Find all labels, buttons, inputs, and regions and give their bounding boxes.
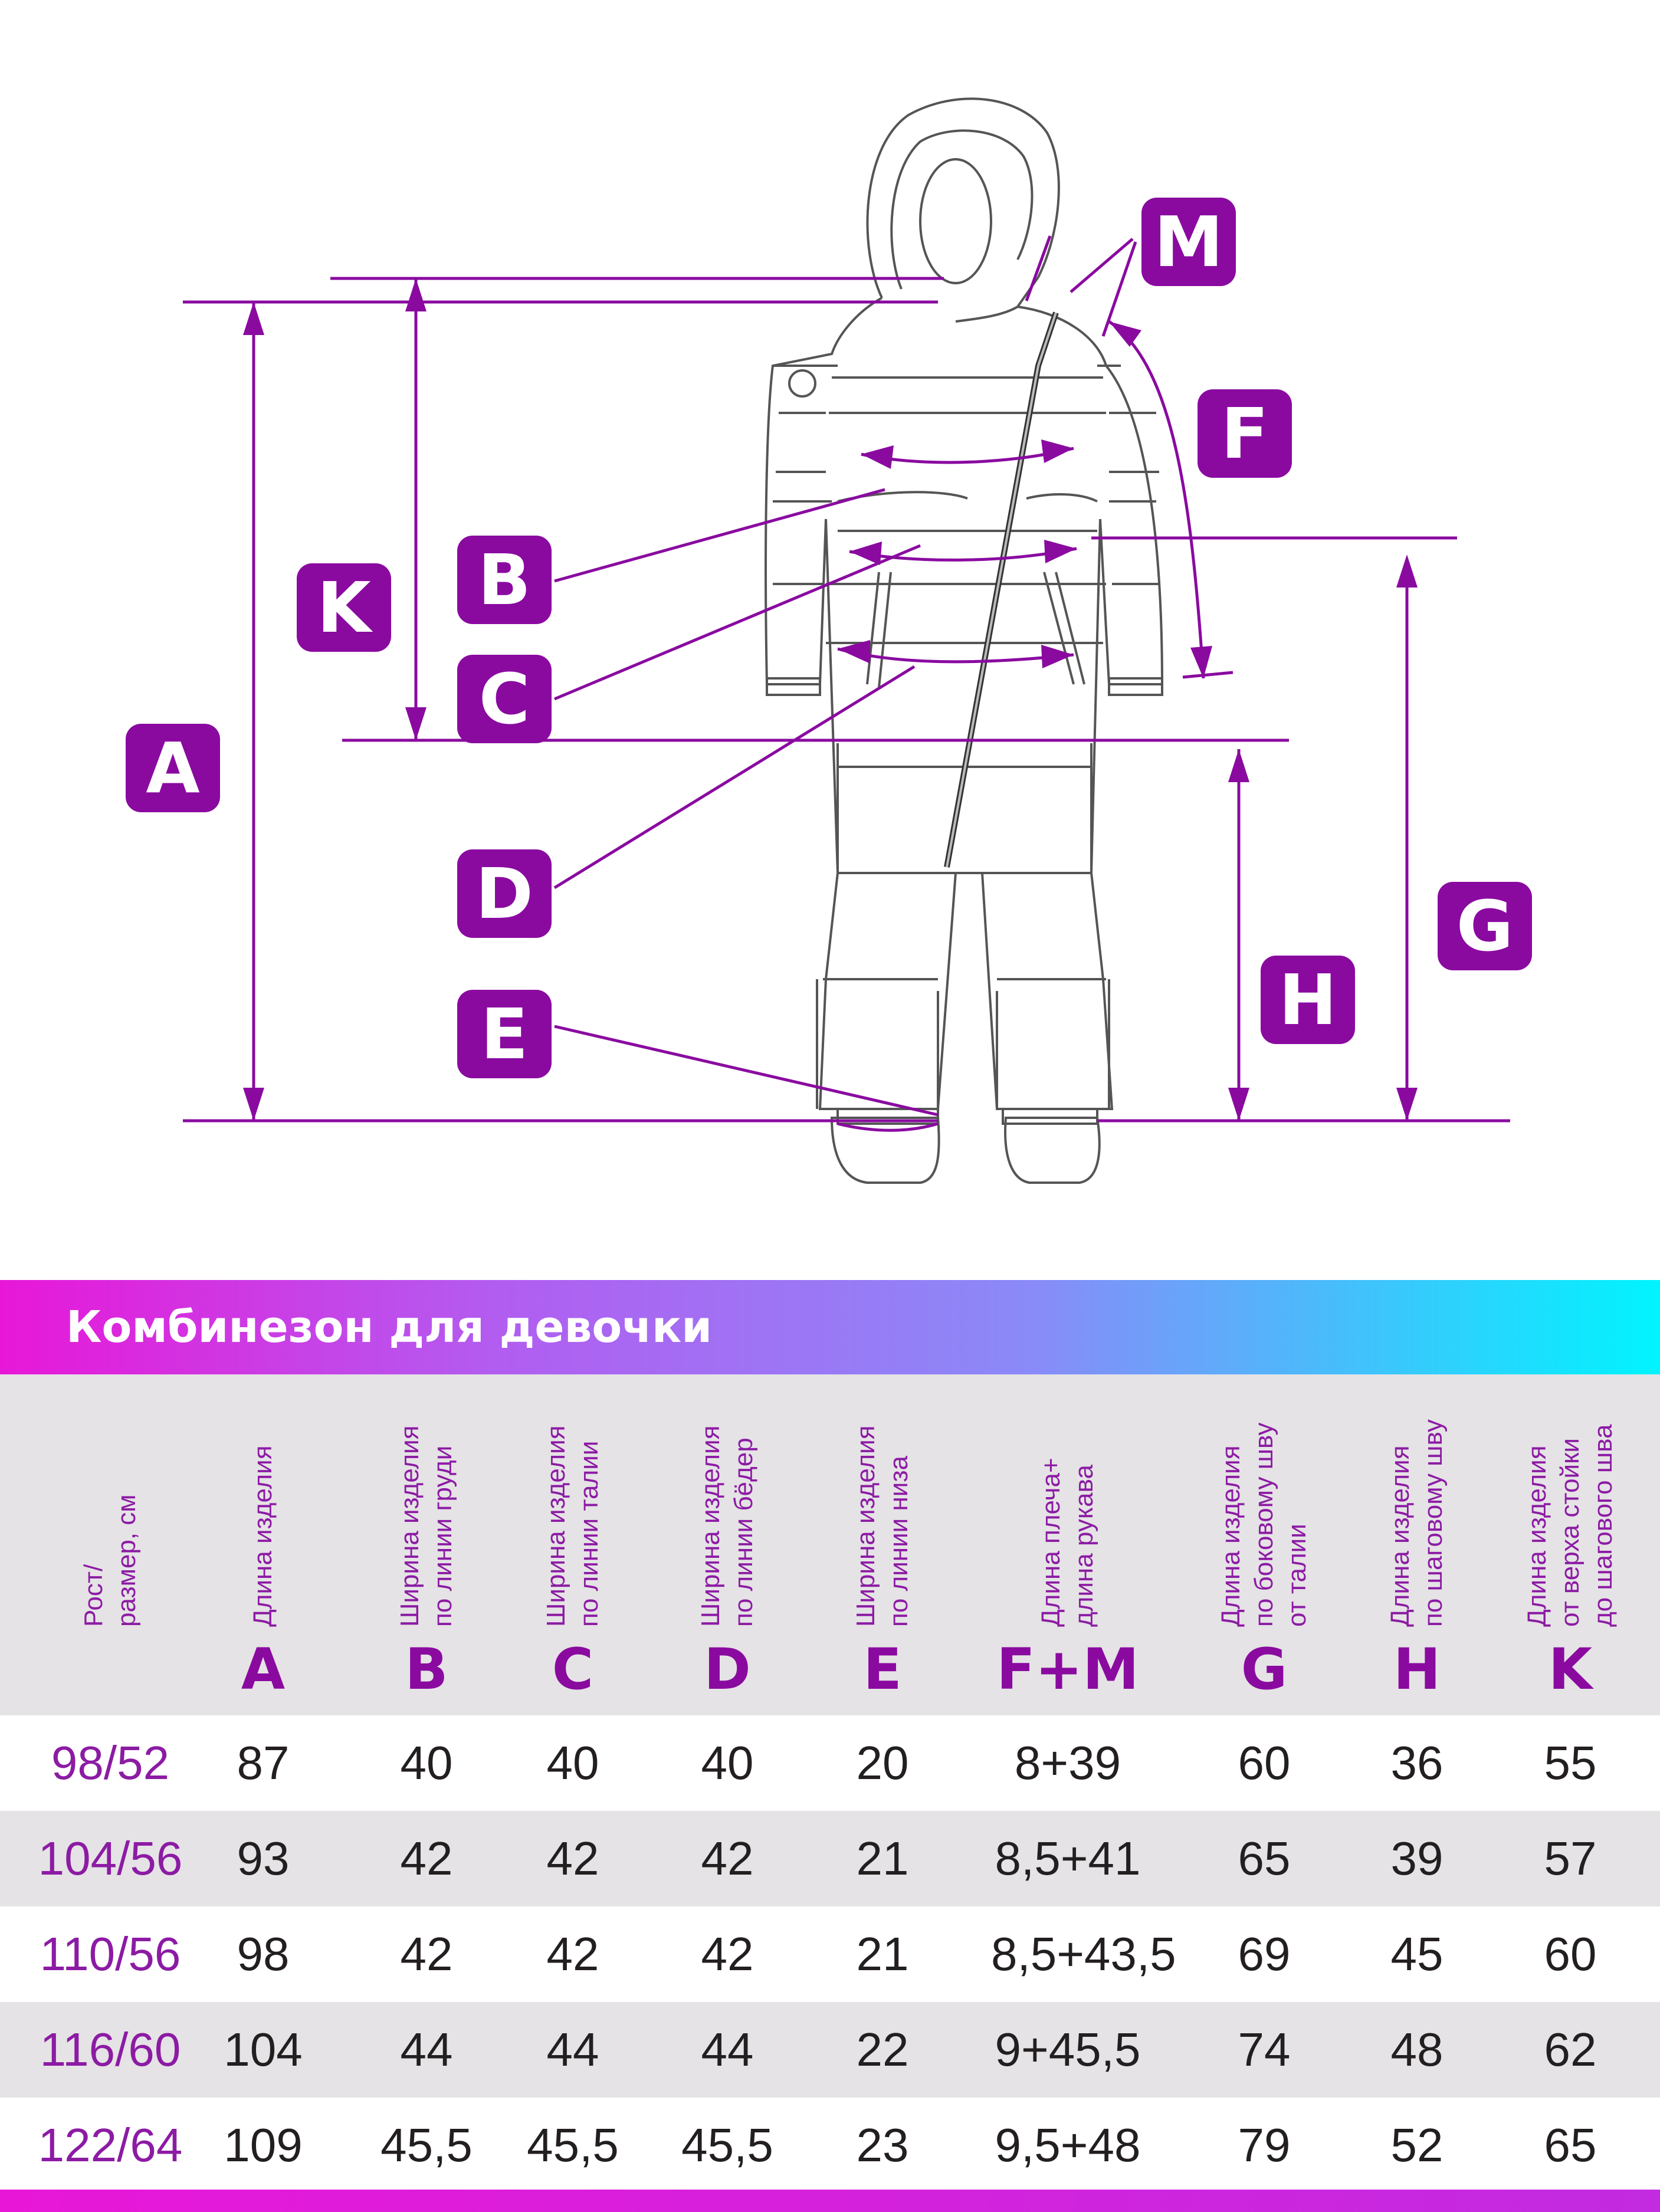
header-col-7	[1190, 1374, 1338, 1715]
label-badge-f: F	[1198, 389, 1292, 478]
header-letter: F+M	[996, 1636, 1139, 1702]
value-cell: 87	[237, 1737, 290, 1789]
label-badge-g: G	[1438, 882, 1532, 970]
header-letter: G	[1241, 1636, 1288, 1702]
value-cell: 55	[1544, 1737, 1597, 1789]
table-row	[0, 2098, 1660, 2193]
header-description	[1035, 1458, 1101, 1627]
header-letter: H	[1393, 1636, 1441, 1702]
header-description-line: по линии бёдер	[729, 1438, 758, 1627]
label-badge-e: E	[457, 990, 552, 1078]
value-cell: 57	[1544, 1832, 1597, 1885]
header-col-9	[1497, 1374, 1644, 1715]
value-cell: 21	[856, 1832, 909, 1885]
header-description-line: длина рукава	[1070, 1465, 1098, 1627]
value-cell: 45,5	[527, 2119, 619, 2171]
value-cell: 8+39	[1014, 1737, 1121, 1789]
header-col-6	[994, 1374, 1141, 1715]
value-cell: 20	[856, 1737, 909, 1789]
header-description-line: по боковому шву	[1249, 1422, 1278, 1627]
value-cell: 8,5+43,5	[991, 1928, 1176, 1980]
value-cell: 45	[1390, 1928, 1444, 1980]
value-cell: 52	[1390, 2119, 1444, 2171]
label-badge-m: M	[1141, 198, 1236, 286]
value-cell: 42	[701, 1832, 754, 1885]
size-cell: 104/56	[38, 1832, 183, 1885]
value-cell: 48	[1390, 2023, 1444, 2076]
value-cell: 93	[237, 1832, 290, 1885]
header-description-line: Длина изделия	[1216, 1445, 1245, 1627]
value-cell: 44	[701, 2023, 754, 2076]
size-cell: 122/64	[38, 2119, 183, 2171]
label-badge-c: C	[457, 655, 552, 743]
size-cell: 98/52	[51, 1737, 170, 1789]
header-letter: E	[863, 1636, 902, 1702]
header-col-8	[1343, 1374, 1491, 1715]
label-badge-k: K	[297, 563, 391, 652]
header-description-line: Длина плеча+	[1036, 1458, 1065, 1627]
header-col-5	[809, 1374, 956, 1715]
title-bar	[0, 1280, 1660, 1374]
header-letter: A	[241, 1636, 286, 1702]
header-description	[77, 1494, 143, 1627]
header-letter: C	[552, 1636, 594, 1702]
header-letter: K	[1548, 1636, 1593, 1702]
header-description-line: по линии груди	[428, 1445, 457, 1627]
header-description-line: Ширина изделия	[542, 1425, 570, 1627]
label-badge-a: A	[126, 724, 220, 812]
header-description-line: до шагового шва	[1589, 1424, 1618, 1627]
header-description-line: Длина изделия	[1523, 1445, 1551, 1627]
header-description-line: Ширина изделия	[395, 1425, 424, 1627]
table-row	[0, 1906, 1660, 2002]
value-cell: 22	[856, 2023, 909, 2076]
label-badge-d: D	[457, 849, 552, 938]
header-description	[849, 1426, 916, 1627]
header-description	[393, 1426, 460, 1627]
value-cell: 69	[1238, 1928, 1291, 1980]
value-cell: 104	[224, 2023, 303, 2076]
value-cell: 21	[856, 1928, 909, 1980]
header-col-3	[499, 1374, 647, 1715]
header-description	[1521, 1425, 1620, 1627]
header-description-line: по шаговому шву	[1419, 1419, 1448, 1627]
bottom-bar	[0, 2190, 1660, 2212]
value-cell: 40	[701, 1737, 754, 1789]
header-description-line: Ширина изделия	[851, 1425, 880, 1627]
header-description-line: по линии талии	[575, 1440, 603, 1627]
value-cell: 79	[1238, 2119, 1291, 2171]
main-zipper	[947, 313, 1056, 867]
table-title: Комбинезон для девочки	[66, 1302, 713, 1353]
value-cell: 45,5	[380, 2119, 473, 2171]
value-cell: 74	[1238, 2023, 1291, 2076]
header-description	[540, 1426, 606, 1627]
table-row	[0, 1715, 1660, 1811]
header-description	[247, 1445, 280, 1627]
table-row	[0, 1811, 1660, 1906]
header-description	[694, 1426, 760, 1627]
value-cell: 65	[1544, 2119, 1597, 2171]
header-description-line: Длина изделия	[248, 1445, 277, 1627]
label-badge-b: B	[457, 536, 552, 624]
header-description-line: от верха стойки	[1556, 1438, 1584, 1627]
value-cell: 40	[400, 1737, 453, 1789]
value-cell: 42	[400, 1832, 453, 1885]
value-cell: 9+45,5	[995, 2023, 1141, 2076]
value-cell: 9,5+48	[995, 2119, 1141, 2171]
header-description-line: Рост/	[79, 1564, 108, 1627]
value-cell: 42	[701, 1928, 754, 1980]
value-cell: 36	[1390, 1737, 1444, 1789]
value-cell: 42	[400, 1928, 453, 1980]
header-description	[1215, 1423, 1314, 1627]
label-badge-h: H	[1261, 956, 1355, 1044]
header-description	[1384, 1419, 1450, 1627]
header-description-line: Длина изделия	[1386, 1445, 1415, 1627]
header-description-line: Ширина изделия	[696, 1425, 725, 1627]
size-cell: 110/56	[40, 1928, 181, 1980]
value-cell: 8,5+41	[995, 1832, 1141, 1885]
size-cell: 116/60	[40, 2023, 181, 2076]
table-row	[0, 2002, 1660, 2098]
header-letter: D	[704, 1636, 751, 1702]
header-col-1	[189, 1374, 337, 1715]
header-letter: B	[405, 1636, 448, 1702]
value-cell: 23	[856, 2119, 909, 2171]
header-col-2	[353, 1374, 500, 1715]
value-cell: 65	[1238, 1832, 1291, 1885]
header-col-0	[37, 1374, 184, 1715]
value-cell: 109	[224, 2119, 303, 2171]
value-cell: 39	[1390, 1832, 1444, 1885]
value-cell: 44	[546, 2023, 599, 2076]
value-cell: 62	[1544, 2023, 1597, 2076]
jumpsuit-drawing	[766, 99, 1162, 1183]
header-description-line: по линии низа	[884, 1456, 913, 1627]
value-cell: 42	[546, 1928, 599, 1980]
value-cell: 60	[1238, 1737, 1291, 1789]
header-col-4	[654, 1374, 801, 1715]
value-cell: 98	[237, 1928, 290, 1980]
header-description-line: от талии	[1282, 1524, 1311, 1627]
value-cell: 60	[1544, 1928, 1597, 1980]
value-cell: 42	[546, 1832, 599, 1885]
value-cell: 44	[400, 2023, 453, 2076]
value-cell: 40	[546, 1737, 599, 1789]
header-description-line: размер, см	[112, 1494, 141, 1627]
value-cell: 45,5	[681, 2119, 773, 2171]
